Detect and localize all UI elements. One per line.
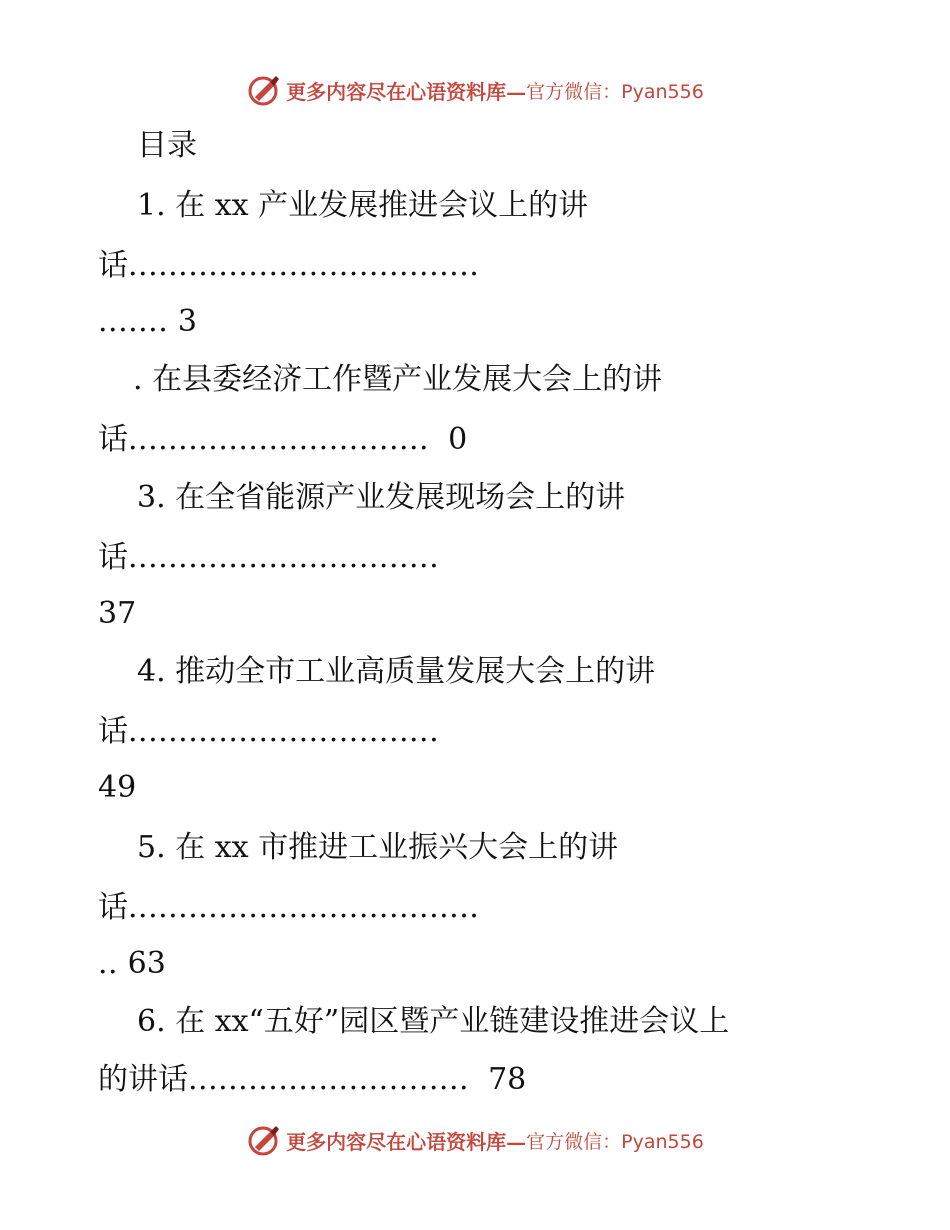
toc-dots: ................................... (128, 890, 480, 925)
toc-entry-line (98, 420, 467, 460)
banner-text: 更多内容尽在心语资料库— (286, 1129, 527, 1154)
toc-entry-cont: 话 (98, 890, 128, 925)
header-banner (0, 70, 950, 110)
toc-entry-cont: 话 (98, 540, 128, 575)
pen-logo-icon (246, 1123, 282, 1157)
banner-wechat: 官方微信：Pyan556 (526, 1130, 704, 1153)
toc-dots: ............................... (128, 540, 440, 575)
toc-entry-line (98, 538, 439, 578)
toc-heading: 目录 (137, 128, 197, 163)
toc-page-number: 63 (127, 946, 166, 981)
toc-entry-cont: 话 (98, 714, 128, 749)
banner-wechat: 官方微信：Pyan556 (526, 80, 704, 103)
toc-entry-line (98, 1060, 526, 1100)
banner-text: 更多内容尽在心语资料库— (286, 79, 527, 104)
toc-entry-line (98, 246, 479, 286)
toc-dots: .. (98, 946, 119, 981)
toc-dots: ............................... (128, 714, 440, 749)
toc-page-number: 0 (448, 422, 468, 457)
toc-dots: ............................ (188, 1062, 470, 1097)
toc-entry-title[interactable]: 5. 在 xx 市推进工业振兴大会上的讲 (137, 830, 619, 865)
toc-entry-line (98, 944, 166, 984)
toc-entry-cont: 的讲话 (98, 1062, 188, 1097)
toc-dots: .............................. (128, 422, 430, 457)
toc-entry-line (98, 712, 439, 752)
toc-page-number: 49 (98, 770, 137, 805)
toc-page-number: 3 (177, 304, 197, 339)
toc-entry-title[interactable]: 4. 推动全市工业高质量发展大会上的讲 (137, 654, 656, 689)
toc-entry-line (98, 302, 197, 342)
toc-entry-title[interactable]: . 在县委经济工作暨产业发展大会上的讲 (133, 362, 663, 397)
toc-page-number: 37 (98, 596, 137, 631)
toc-entry-title[interactable]: 1. 在 xx 产业发展推进会议上的讲 (137, 188, 589, 223)
toc-dots: ....... (98, 304, 169, 339)
pen-logo-icon (246, 73, 282, 107)
toc-page-number: 78 (488, 1062, 527, 1097)
footer-banner (0, 1120, 950, 1160)
toc-entry-cont: 话 (98, 248, 128, 283)
toc-entry-line (98, 888, 479, 928)
toc-entry-title[interactable]: 6. 在 xx“五好”园区暨产业链建设推进会议上 (137, 1004, 730, 1039)
toc-entry-cont: 话 (98, 422, 128, 457)
toc-dots: ................................... (128, 248, 480, 283)
toc-entry-title[interactable]: 3. 在全省能源产业发展现场会上的讲 (137, 480, 626, 515)
